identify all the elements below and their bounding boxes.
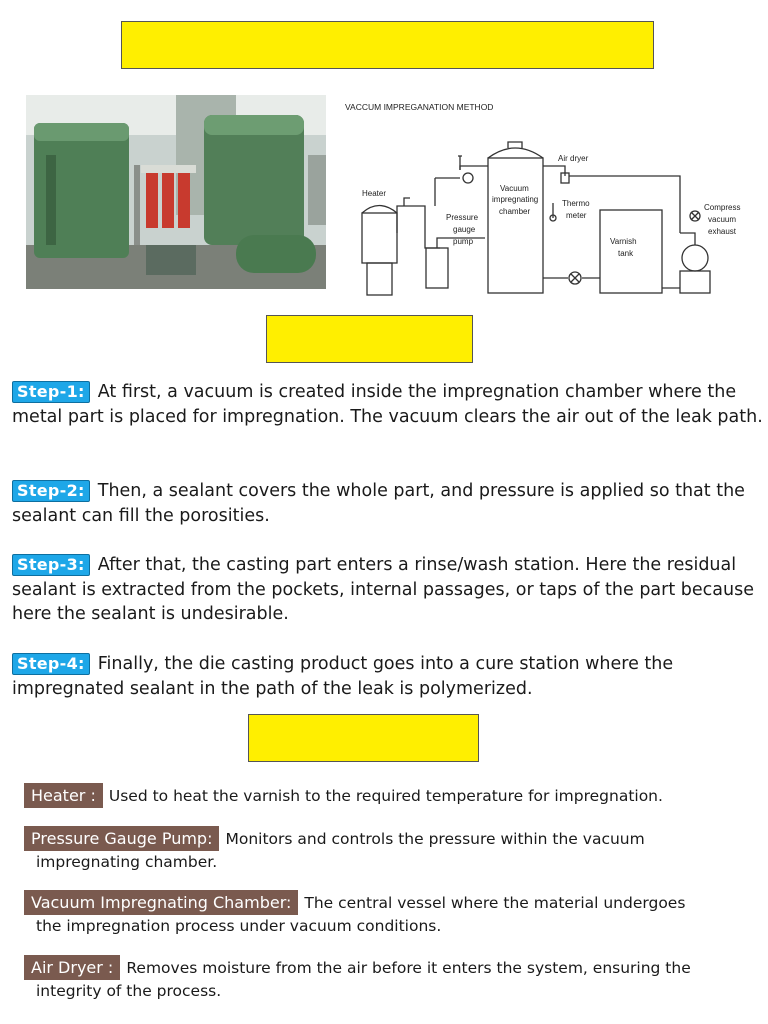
step-text: Finally, the die casting product goes into a cure station where the impregnated sealant in the path of the leak is polymerized. bbox=[12, 654, 674, 699]
label-pump: pump bbox=[453, 237, 474, 246]
component-name: Air Dryer : bbox=[24, 955, 120, 980]
label-thermo: Thermo bbox=[562, 199, 590, 208]
step-badge: Step-2: bbox=[12, 480, 90, 502]
components-heading-box bbox=[248, 714, 479, 762]
label-gauge: gauge bbox=[453, 225, 476, 234]
label-impregnating: impregnating bbox=[492, 195, 539, 204]
component-desc-cont: impregnating chamber. bbox=[36, 853, 218, 871]
step-3 bbox=[12, 553, 764, 627]
component-pressure-gauge-pump bbox=[24, 826, 744, 873]
component-name: Vacuum Impregnating Chamber: bbox=[24, 890, 298, 915]
step-2 bbox=[12, 479, 764, 528]
label-meter: meter bbox=[566, 211, 587, 220]
component-heater bbox=[24, 783, 744, 808]
component-desc: The central vessel where the material undergoes bbox=[304, 894, 686, 912]
step-4 bbox=[12, 652, 764, 701]
component-air-dryer bbox=[24, 955, 744, 1002]
label-air-dryer: Air dryer bbox=[558, 154, 589, 163]
step-text: Then, a sealant covers the whole part, and pressure is applied so that the sealant can fill the porosities. bbox=[12, 481, 745, 526]
vacuum-impregnation-diagram bbox=[340, 98, 760, 298]
step-1 bbox=[12, 380, 764, 429]
label-tank: tank bbox=[618, 249, 634, 258]
step-badge: Step-3: bbox=[12, 554, 90, 576]
label-vacuum-exhaust-1: vacuum bbox=[708, 215, 737, 224]
step-text: At first, a vacuum is created inside the impregnation chamber where the metal part is placed for impregnation. The vacuum clears the air out of the leak path. bbox=[12, 382, 763, 427]
component-vacuum-chamber bbox=[24, 890, 744, 937]
component-desc: Used to heat the varnish to the required temperature for impregnation. bbox=[108, 787, 663, 805]
label-chamber: chamber bbox=[499, 207, 531, 216]
step-badge: Step-4: bbox=[12, 653, 90, 675]
title-box bbox=[121, 21, 654, 69]
label-pressure: Pressure bbox=[446, 213, 479, 222]
component-desc: Removes moisture from the air before it enters the system, ensuring the bbox=[126, 959, 691, 977]
section-heading-box bbox=[266, 315, 473, 363]
label-compress: Compress bbox=[704, 203, 741, 212]
label-exhaust: exhaust bbox=[708, 227, 737, 236]
label-heater: Heater bbox=[362, 189, 387, 198]
plant-photo bbox=[26, 95, 326, 289]
component-name: Pressure Gauge Pump: bbox=[24, 826, 219, 851]
step-text: After that, the casting part enters a rinse/wash station. Here the residual sealant is extracted from the pockets, internal passages, or taps of the part because here the sealant is undesirable. bbox=[12, 555, 754, 624]
diagram-title: VACCUM IMPREGANATION METHOD bbox=[345, 102, 494, 112]
component-desc-cont: the impregnation process under vacuum conditions. bbox=[36, 917, 442, 935]
label-vacuum: Vacuum bbox=[500, 184, 529, 193]
step-badge: Step-1: bbox=[12, 381, 90, 403]
component-desc-cont: integrity of the process. bbox=[36, 982, 222, 1000]
component-name: Heater : bbox=[24, 783, 103, 808]
component-desc: Monitors and controls the pressure within the vacuum bbox=[225, 830, 645, 848]
label-varnish: Varnish bbox=[610, 237, 637, 246]
